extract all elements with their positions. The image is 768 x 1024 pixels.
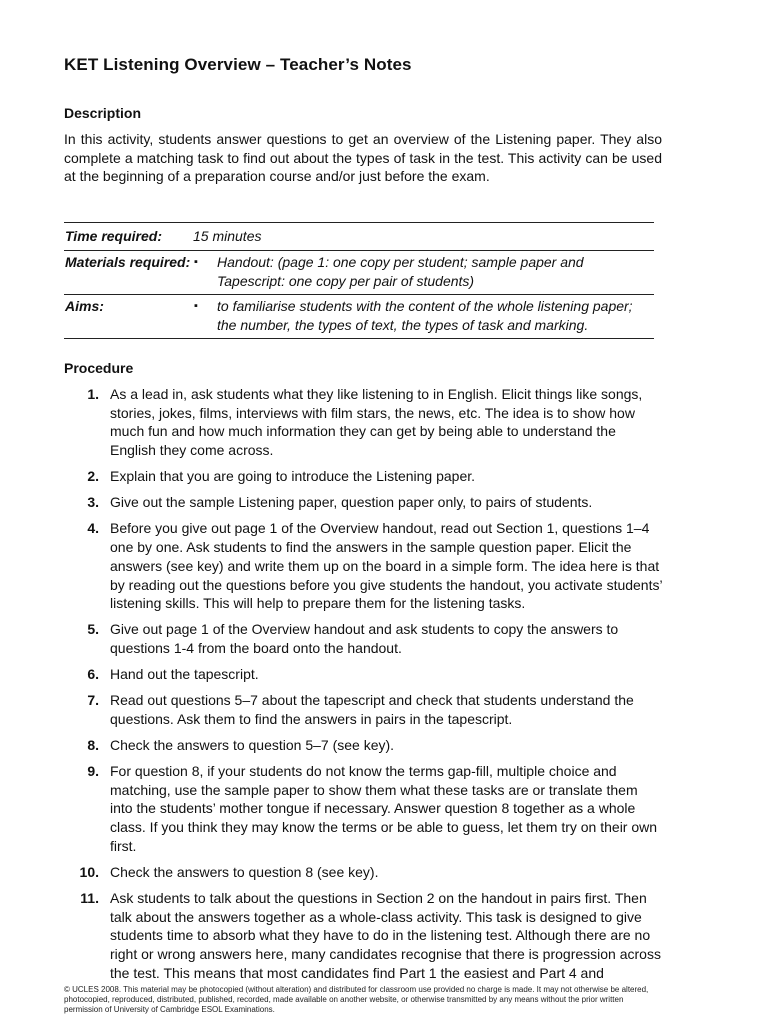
procedure-step (64, 620, 664, 657)
step-number: 4. (87, 520, 99, 537)
procedure-step (64, 467, 664, 486)
step-number: 9. (87, 763, 99, 780)
aims-label: Aims: (65, 298, 104, 314)
step-text: Check the answers to question 5–7 (see key). (110, 736, 395, 753)
step-number: 5. (87, 621, 99, 638)
step-number: 8. (87, 736, 99, 753)
step-text: Give out the sample Listening paper, question paper only, to pairs of students. (110, 494, 593, 511)
step-text: Read out questions 5–7 about the tapescript and check that students understand the questions. Ask them to find the answers in pairs in the tapescript. (110, 692, 634, 727)
materials-value: Handout: (page 1: one copy per student; sample paper and Tapescript: one copy per pair of students) (217, 254, 584, 289)
procedure-step (64, 863, 664, 882)
materials-value-wrap (193, 253, 654, 294)
procedure-step (64, 385, 664, 460)
time-label: Time required: (65, 228, 162, 245)
procedure-step (64, 762, 664, 856)
info-row-materials (64, 251, 654, 295)
step-text: Check the answers to question 8 (see key). (110, 863, 379, 880)
step-number: 6. (87, 666, 99, 683)
step-number: 1. (87, 386, 99, 402)
description-text: In this activity, students answer questions to get an overview of the Listening paper. They also complete a matching task to find out about the types of task in the test. This activity can be used at the beginning of a preparation course and/or just before the exam. (64, 131, 662, 185)
procedure-step (64, 519, 664, 613)
aims-value: to familiarise students with the content of the whole listening paper; the number, the types of text, the types of task and marking. (217, 298, 633, 333)
time-value: 15 minutes (193, 228, 262, 245)
step-text: Before you give out page 1 of the Overview handout, read out Section 1, questions 1–4 one by one. Ask students to find the answers in the sample question paper. Elicit the answers (see key) and write them up on the board in a simple form. The idea here is that by reading out the questions before you give students the handout, you activate students’ listening skills. This will help to prepare them for the listening tasks. (110, 520, 663, 612)
step-number: 2. (87, 468, 99, 485)
step-text: As a lead in, ask students what they like listening to in English. Elicit things like songs, stories, jokes, films, interviews with film stars, the news, etc. The idea is to show how much fun and how much information they can get by being able to understand the English they come across. (110, 386, 643, 459)
step-number: 11. (80, 890, 99, 907)
procedure-step (64, 736, 664, 755)
materials-label: Materials required: (65, 254, 191, 270)
bullet-icon: ▪ (194, 300, 198, 312)
step-text: For question 8, if your students do not know the terms gap-fill, multiple choice and matching, use the sample paper to show them what these tasks are or translate them into the students’ mother tongue if necessary. Answer question 8 together as a whole class. If you think they may know the terms or be able to guess, let them try on their own first. (110, 763, 658, 854)
step-text: Give out page 1 of the Overview handout and ask students to copy the answers to questions 1-4 from the board onto the handout. (110, 621, 619, 656)
info-table (64, 222, 654, 339)
step-number: 7. (87, 692, 99, 709)
step-text: Ask students to talk about the questions in Section 2 on the handout in pairs first. Then talk about the answers together as a whole-class activity. This task is designed to give students time to absorb what they have to do in the listening test. Although there are no right or wrong answers here, many candidates recognise that there is progression across the test. This means that most candidates find Part 1 the easiest and Part 4 and (110, 890, 661, 981)
procedure-step (64, 691, 664, 728)
copyright-footer: © UCLES 2008. This material may be photocopied (without alteration) and distributed for classroom use provided no charge is made. It may not otherwise be altered, photocopied, reproduced, distributed, published, recorded, made available on another website, or otherwise transmitted by any means without the prior written permission of University of Cambridge ESOL Examinations. (64, 985, 649, 1015)
page-title: KET Listening Overview – Teacher’s Notes (64, 55, 412, 74)
step-number: 10. (79, 863, 99, 880)
procedure-list (64, 385, 664, 990)
info-row-time (64, 223, 654, 251)
description-heading: Description (64, 105, 142, 121)
procedure-step (64, 889, 664, 983)
procedure-heading: Procedure (64, 360, 134, 376)
step-text: Explain that you are going to introduce the Listening paper. (110, 468, 476, 485)
procedure-step (64, 665, 664, 684)
info-row-aims (64, 295, 654, 339)
bullet-icon: ▪ (194, 256, 198, 268)
step-number: 3. (87, 494, 99, 511)
aims-value-wrap (193, 297, 654, 338)
step-text: Hand out the tapescript. (110, 666, 259, 683)
procedure-step (64, 493, 664, 512)
